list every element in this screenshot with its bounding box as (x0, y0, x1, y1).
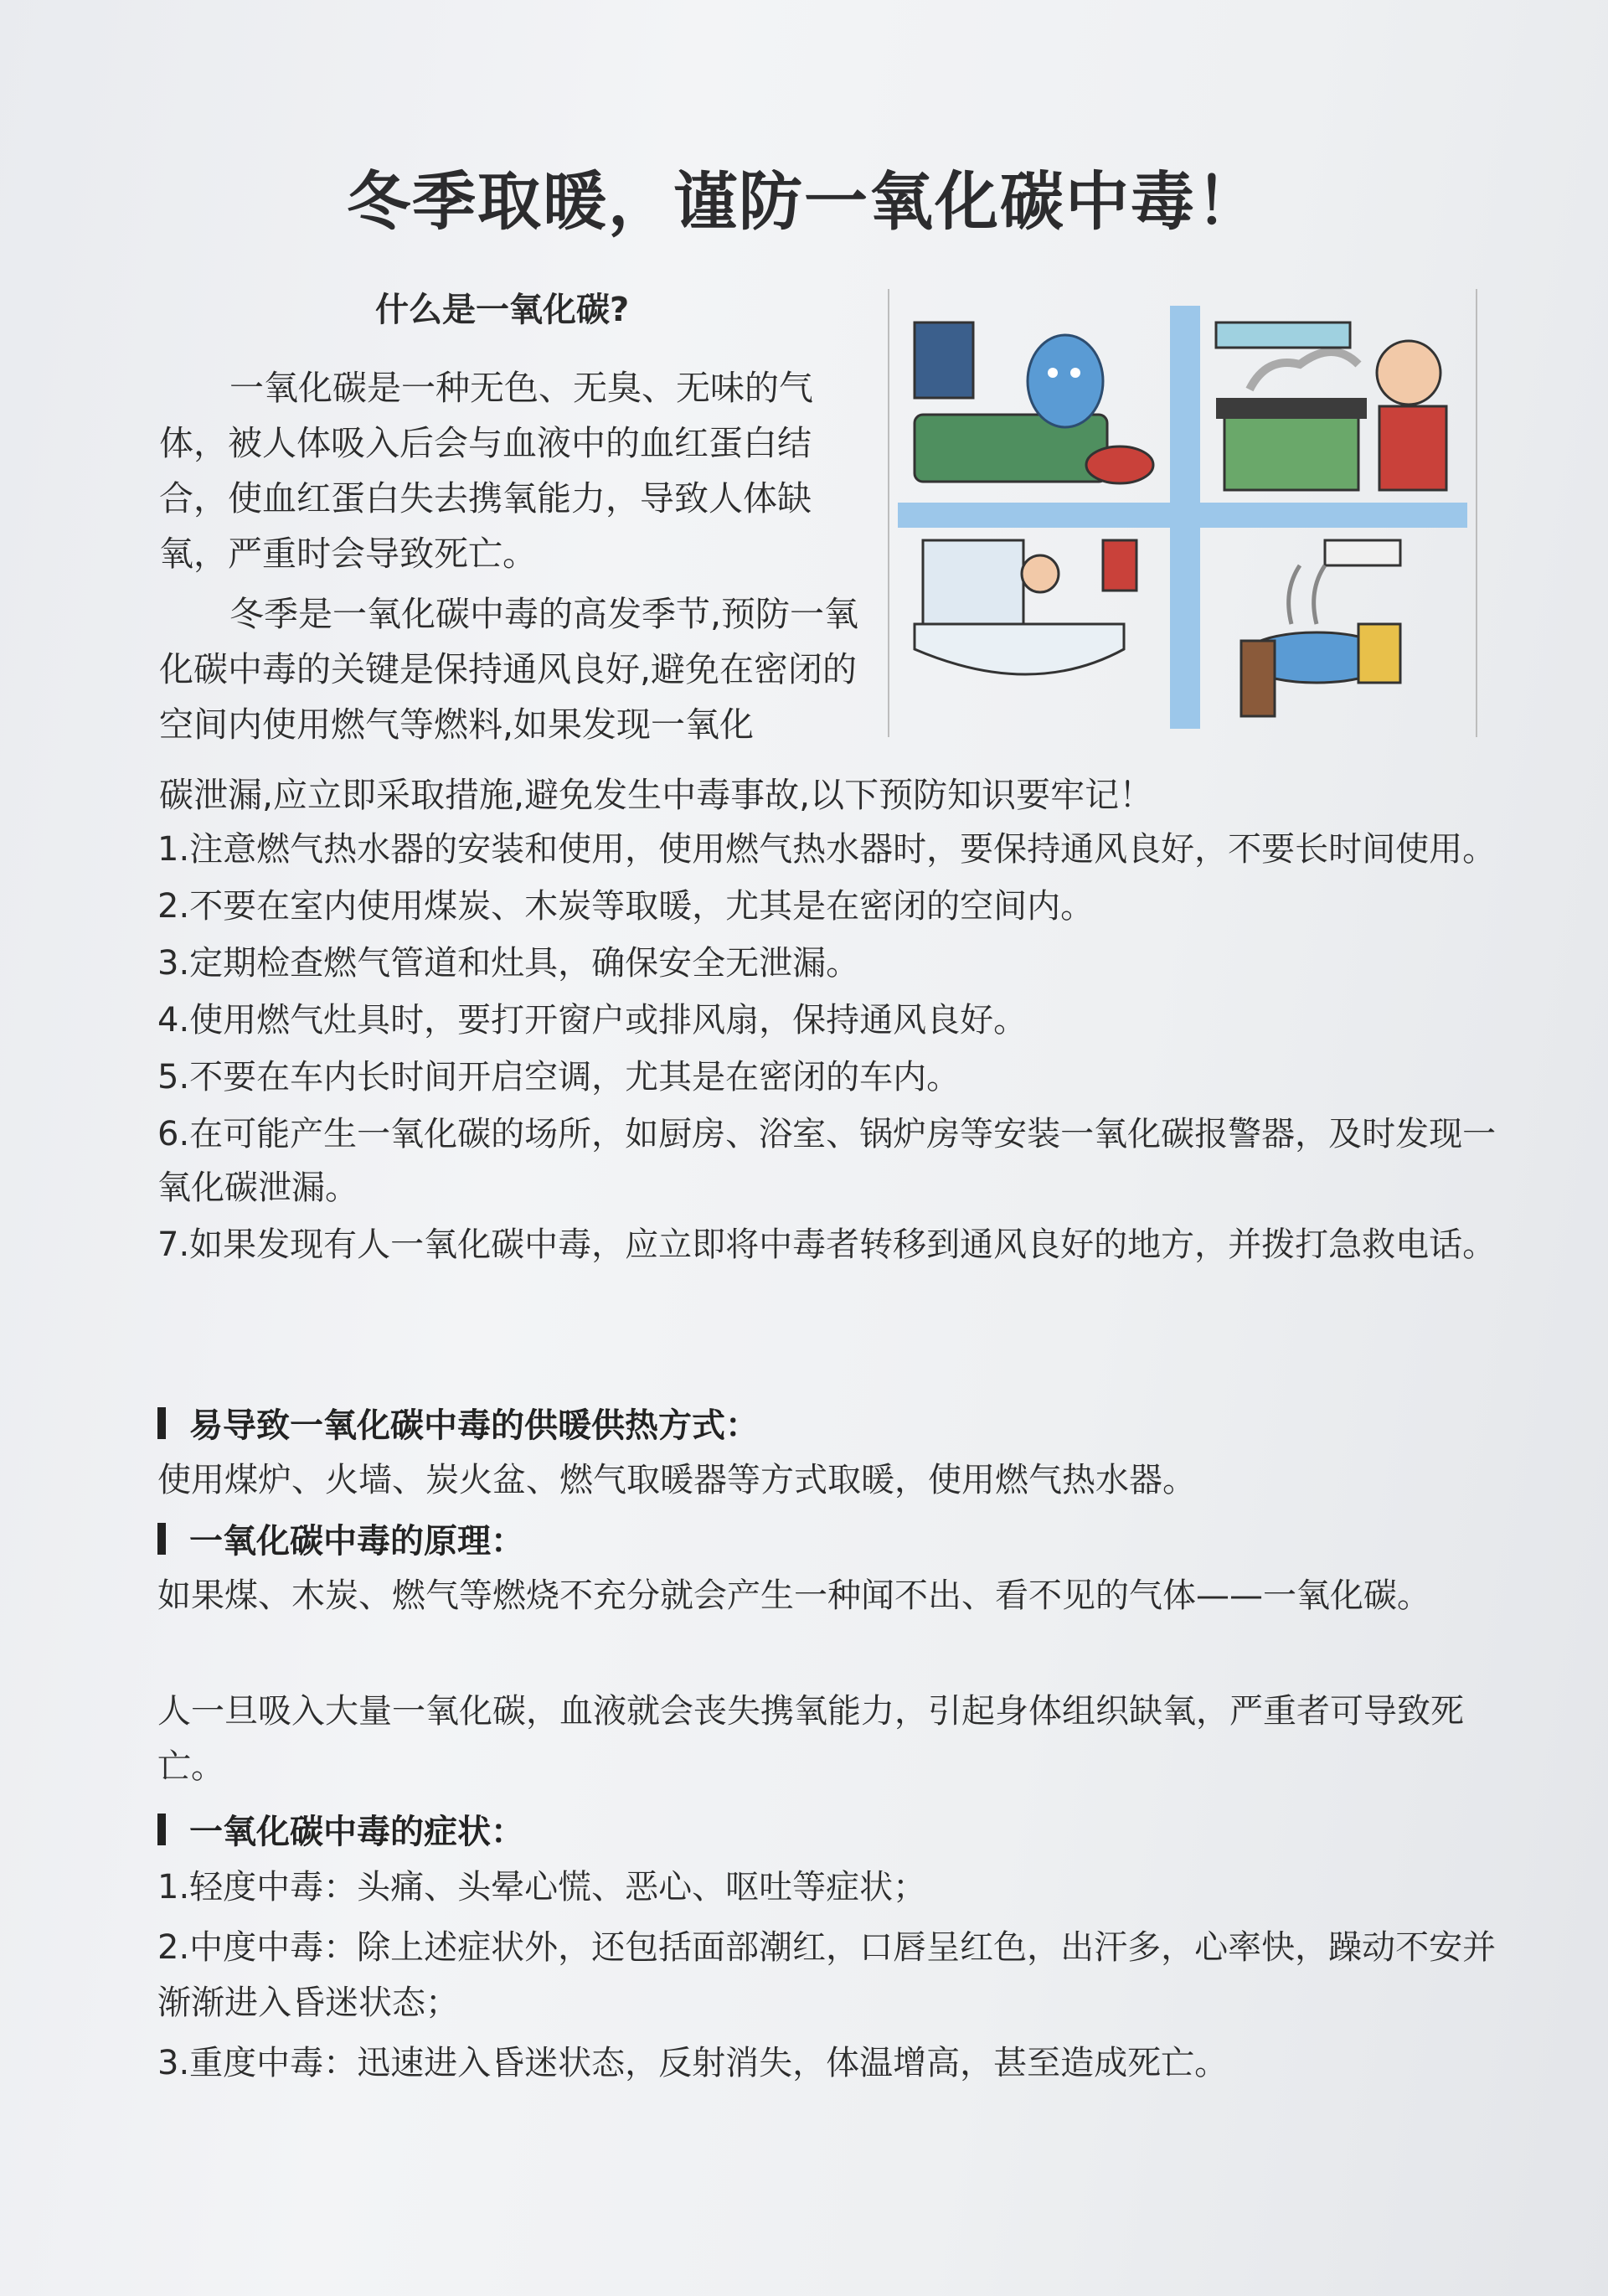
heading-text: 一氧化碳中毒的症状： (189, 1813, 524, 1851)
list-item: 3.定期检查燃气管道和灶具，确保安全无泄漏。 (157, 944, 860, 983)
list-item: 2.中度中毒：除上述症状外，还包括面部潮红，口唇呈红色，出汗多，心率快，躁动不安并渐渐进入昏迷状态； (157, 1928, 1497, 2022)
intro-heading: 什么是一氧化碳? (375, 291, 630, 329)
list-item: 5.不要在车内长时间开启空调，尤其是在密闭的车内。 (157, 1058, 961, 1096)
list-item: 4.使用燃气灶具时，要打开窗户或排风扇，保持通风良好。 (157, 1001, 1028, 1040)
heating-methods-body: 使用煤炉、火墙、炭火盆、燃气取暖器等方式取暖，使用燃气热水器。 (157, 1461, 1196, 1499)
list-item: 7.如果发现有人一氧化碳中毒，应立即将中毒者转移到通风良好的地方，并拨打急救电话。 (157, 1225, 1497, 1264)
heating-methods-heading (157, 1399, 759, 1447)
principle-body-1: 如果煤、木炭、燃气等燃烧不充分就会产生一种闻不出、看不见的气体——一氧化碳。 (157, 1576, 1430, 1615)
list-item: 1.注意燃气热水器的安装和使用，使用燃气热水器时，要保持通风良好，不要长时间使用。 (157, 830, 1497, 869)
co-hazard-illustration (888, 289, 1477, 737)
page-title: 冬季取暖，谨防一氧化碳中毒！ (347, 164, 1261, 239)
list-item: 1.轻度中毒：头痛、头晕心慌、恶心、呕吐等症状； (157, 1868, 927, 1906)
section-marker (157, 1407, 166, 1439)
list-item: 6.在可能产生一氧化碳的场所，如厨房、浴室、锅炉房等安装一氧化碳报警器，及时发现一氧化碳泄漏。 (157, 1115, 1497, 1207)
list-item: 2.不要在室内使用煤炭、木炭等取暖，尤其是在密闭的空间内。 (157, 887, 1095, 926)
heading-text: 一氧化碳中毒的原理： (189, 1522, 524, 1561)
prevention-list (157, 823, 1497, 1275)
list-item: 3.重度中毒：迅速进入昏迷状态，反射消失，体温增高，甚至造成死亡。 (157, 2044, 1229, 2082)
intro-paragraph-2-tail: 碳泄漏,应立即采取措施,避免发生中毒事故,以下预防知识要牢记！ (159, 775, 1154, 815)
intro-paragraph-1: 一氧化碳是一种无色、无臭、无味的气体，被人体吸入后会与血液中的血红蛋白结合，使血红蛋白失去携氧能力，导致人体缺氧，严重时会导致死亡。 (159, 368, 813, 574)
intro-paragraph-2: 冬季是一氧化碳中毒的高发季节,预防一氧化碳中毒的关键是保持通风良好,避免在密闭的空间内使用燃气等燃料,如果发现一氧化 (159, 594, 859, 745)
principle-heading (157, 1514, 524, 1562)
symptoms-heading (157, 1805, 524, 1853)
hazard-scenes-icon (889, 289, 1476, 737)
heading-text: 易导致一氧化碳中毒的供暖供热方式： (189, 1406, 759, 1445)
section-marker (157, 1523, 166, 1555)
symptoms-list (157, 1860, 1497, 2091)
section-marker (157, 1814, 166, 1845)
principle-body-2: 人一旦吸入大量一氧化碳，血液就会丧失携氧能力，引起身体组织缺氧，严重者可导致死亡。 (157, 1692, 1464, 1786)
